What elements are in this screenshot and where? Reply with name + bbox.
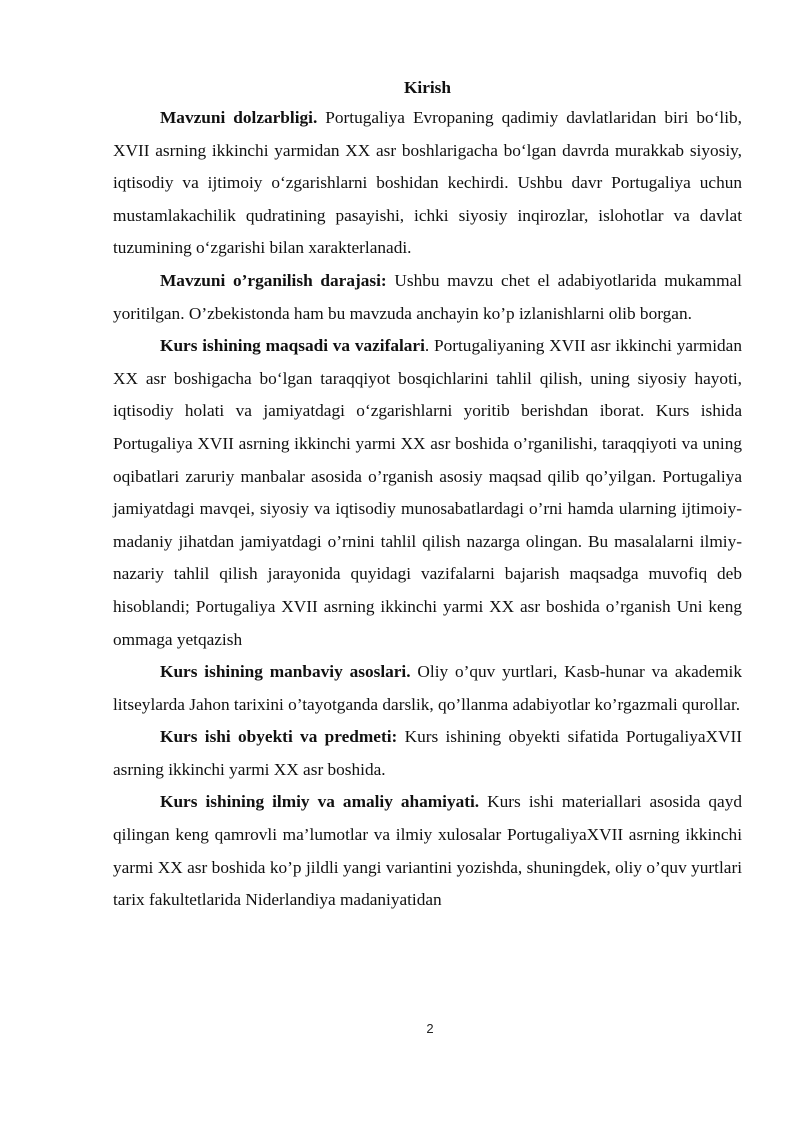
paragraph-relevance bbox=[113, 102, 742, 265]
paragraph-study-degree bbox=[113, 265, 742, 330]
paragraph-text: Oliy o’quv yurtlari, Kasb-hunar va akademik litseylarda Jahon tarixini o’tayotganda darslik, qo’llanma adabiyotlar ko’rgazmali qurollar. bbox=[113, 662, 742, 714]
paragraph-text: Kurs ishi materiallari asosida qayd qilingan keng qamrovli ma’lumotlar va ilmiy xulosalar PortugaliyaXVII asrning ikkinchi yarmi XX asr boshida ko’p jildli yangi variantini yozishda, shuningdek, oliy o’quv yurtlari tarix fakultetlarida Niderlandiya madaniyatidan bbox=[113, 792, 743, 910]
paragraph-sources bbox=[113, 656, 742, 721]
page-number: 2 bbox=[426, 1021, 434, 1036]
paragraph-lead: Kurs ishi obyekti va predmeti: bbox=[160, 727, 398, 747]
paragraph-text: Ushbu mavzu chet el adabiyotlarida mukammal yoritilgan. O’zbekistonda ham bu mavzuda anchayin ko’p izlanishlarni olib borgan. bbox=[113, 270, 742, 323]
paragraph-text: . Portugaliyaning XVII asr ikkinchi yarmidan XX asr boshigacha bo‘lgan taraqqiyot bosqichlarini tahlil qilish, uning siyosiy hayoti, iqtisodiy holati va jamiyatdagi o‘zgarishlarni yoritib berishdan iborat. Kurs ishida Portugaliya XVII asrning ikkinchi yarmi XX asr boshida o’rganilishi, taraqqiyoti va uning oqibatlari zaruriy manbalar asosida o’rganish asosiy maqsad qilib qo’yilgan. Portugaliya jamiyatdagi mavqei, siyosiy va iqtisodiy munosabatlardagi o’rni hamda ularning ijtimoiy-madaniy jihatdan jamiyatdagi o’rnini tahlil qilish nazarga olingan. Bu masalalarni ilmiy-nazariy tahlil qilish jarayonida quyidagi vazifalarni bajarish maqsadga muvofiq deb hisoblandi; Portugaliya XVII asrning ikkinchi yarmi XX asr boshida o’rganish Uni keng ommaga yetqazish bbox=[113, 336, 742, 649]
paragraph-lead: Mavzuni dolzarbligi. bbox=[160, 108, 318, 127]
paragraph-object-subject bbox=[113, 721, 742, 786]
paragraph-text: Kurs ishining obyekti sifatida PortugaliyaXVII asrning ikkinchi yarmi XX asr boshida. bbox=[113, 727, 742, 779]
paragraph-lead: Kurs ishining ilmiy va amaliy ahamiyati. bbox=[160, 792, 480, 812]
page-content bbox=[113, 74, 742, 917]
paragraph-significance bbox=[113, 786, 742, 916]
paragraph-lead: Kurs ishining manbaviy asoslari. bbox=[160, 662, 411, 682]
paragraph-lead: Mavzuni o’rganilish darajasi: bbox=[160, 270, 387, 290]
section-heading: Kirish bbox=[403, 78, 452, 97]
paragraph-goals bbox=[113, 330, 742, 656]
paragraph-text: Portugaliya Evropaning qadimiy davlatlaridan biri bo‘lib, XVII asrning ikkinchi yarmidan XX asr boshlarigacha bo‘lgan davrda murakkab siyosiy, iqtisodiy va ijtimoiy o‘zgarishlarni boshidan kechirdi. Ushbu davr Portugaliya uchun mustamlakachilik qudratining pasayishi, ichki siyosiy inqirozlar, islohotlar va davlat tuzumining o‘zgarishi bilan xarakterlanadi. bbox=[113, 108, 742, 258]
paragraph-lead: Kurs ishining maqsadi va vazifalari bbox=[160, 336, 425, 356]
